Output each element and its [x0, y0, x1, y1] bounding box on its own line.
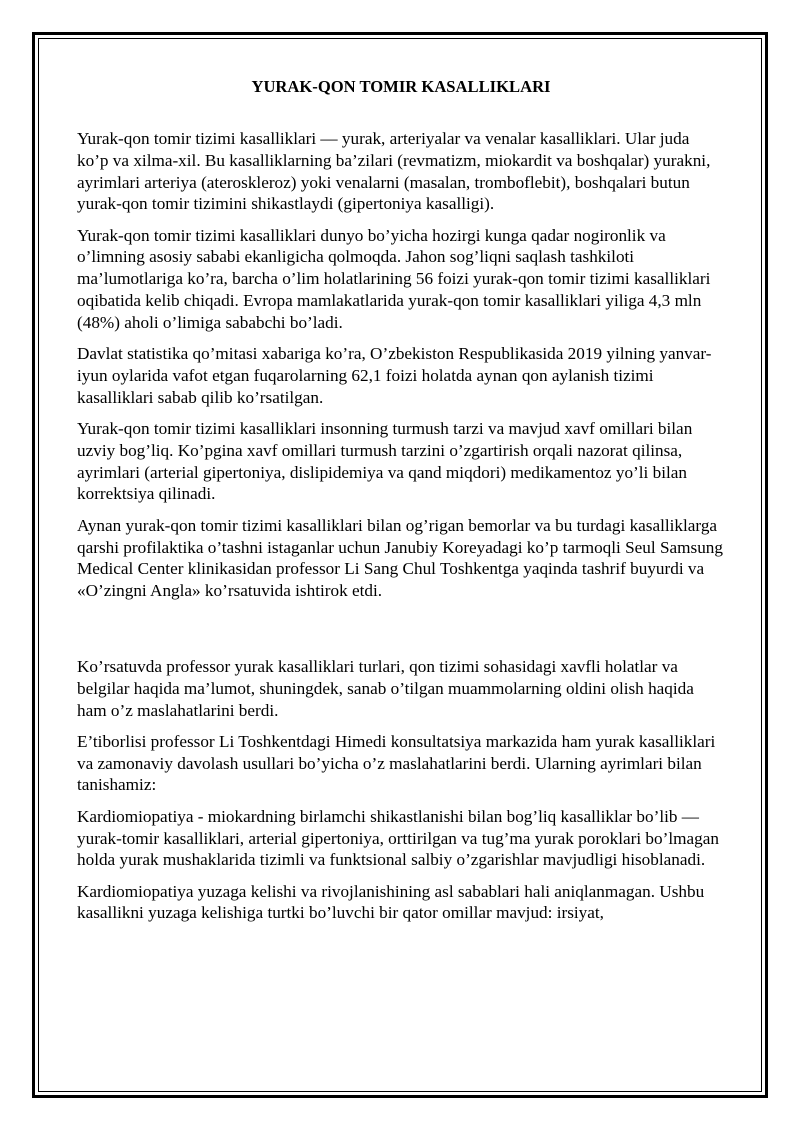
document-body — [77, 68, 725, 924]
document-title: YURAK-QON TOMIR KASALLIKLARI — [251, 77, 551, 96]
paragraph-9: Kardiomiopatiya yuzaga kelishi va rivojlanishining asl sabablari hali aniqlanmagan. Ushbu kasallikni yuzaga kelishiga turtki bo’luvchi bir qator omillar mavjud: irsiyat, — [77, 881, 705, 923]
paragraph-3: Davlat statistika qo’mitasi xabariga ko’ra, O’zbekiston Respublikasida 2019 yilning yanvar-iyun oylarida vafot etgan fuqarolarning 62,1 foizi holatda aynan qon aylanish tizimi kasalliklari sabab qilib ko’rsatilgan. — [77, 344, 712, 407]
paragraph-7: E’tiborlisi professor Li Toshkentdagi Himedi konsultatsiya markazida ham yurak kasalliklari va zamonaviy davolash usullari bo’yicha o’z maslahatlarini berdi. Ularning ayrimlari bilan tanishamiz: — [77, 731, 716, 795]
paragraph-4: Yurak-qon tomir tizimi kasalliklari insonning turmush tarzi va mavjud xavf omillari bilan uzviy bog’liq. Ko’pgina xavf omillari turmush tarzini o’zgartirish orqali nazorat qilinsa, ayrimlari (arterial gipertoniya, dislipidemiya va qand miqdori) medikamentoz yo’li bilan korrektsiya qilinadi. — [77, 419, 693, 504]
paragraph-1: Yurak-qon tomir tizimi kasalliklari — yurak, arteriyalar va venalar kasalliklari. Ular juda ko’p va xilma-xil. Bu kasalliklarning ba’zilari (revmatizm, miokardit va boshqalar) yurakni, ayrimlari arteriya (ateroskleroz) yoki venalarni (masalan, tromboflebit), boshqalari butun yurak-qon tomir tizimini shikastlaydi (gipertoniya kasalligi). — [77, 129, 711, 214]
paragraph-6: Ko’rsatuvda professor yurak kasalliklari turlari, qon tizimi sohasidagi xavfli holatlar va belgilar haqida ma’lumot, shuningdek, sanab o’tilgan muammolarning oldini olish haqida ham o’z maslahatlarini berdi. — [77, 656, 694, 720]
paragraph-8: Kardiomiopatiya - miokardning birlamchi shikastlanishi bilan bog’liq kasalliklar bo’lib — yurak-tomir kasalliklari, arterial gipertoniya, orttirilgan va tug’ma yurak poroklari bo’lmagan holda yurak mushaklarida tizimli va funktsional salbiy o’zgarishlar mavjudligi hisoblanadi. — [77, 806, 719, 870]
paragraph-2: Yurak-qon tomir tizimi kasalliklari dunyo bo’yicha hozirgi kunga qadar nogironlik va o’limning asosiy sababi ekanligicha qolmoqda. Jahon sog’liqni saqlash tashkiloti ma’lumotlariga ko’ra, barcha o’lim holatlarining 56 foizi yurak-qon tomir tizimi kasalliklari oqibatida kelib chiqadi. Evropa mamlakatlarida yurak-qon tomir kasalliklari yiliga 4,3 mln (48%) aholi o’limiga sababchi bo’ladi. — [77, 225, 711, 332]
paragraph-5: Aynan yurak-qon tomir tizimi kasalliklari bilan og’rigan bemorlar va bu turdagi kasalliklarga qarshi profilaktika o’tashni istaganlar uchun Janubiy Koreyadagi ko’p tarmoqli Seul Samsung Medical Center klinikasidan professor Li Sang Chul Toshkentga yaqinda tashrif buyurdi va «O’zingni Angla» ko’rsatuvida ishtirok etdi. — [77, 515, 723, 601]
